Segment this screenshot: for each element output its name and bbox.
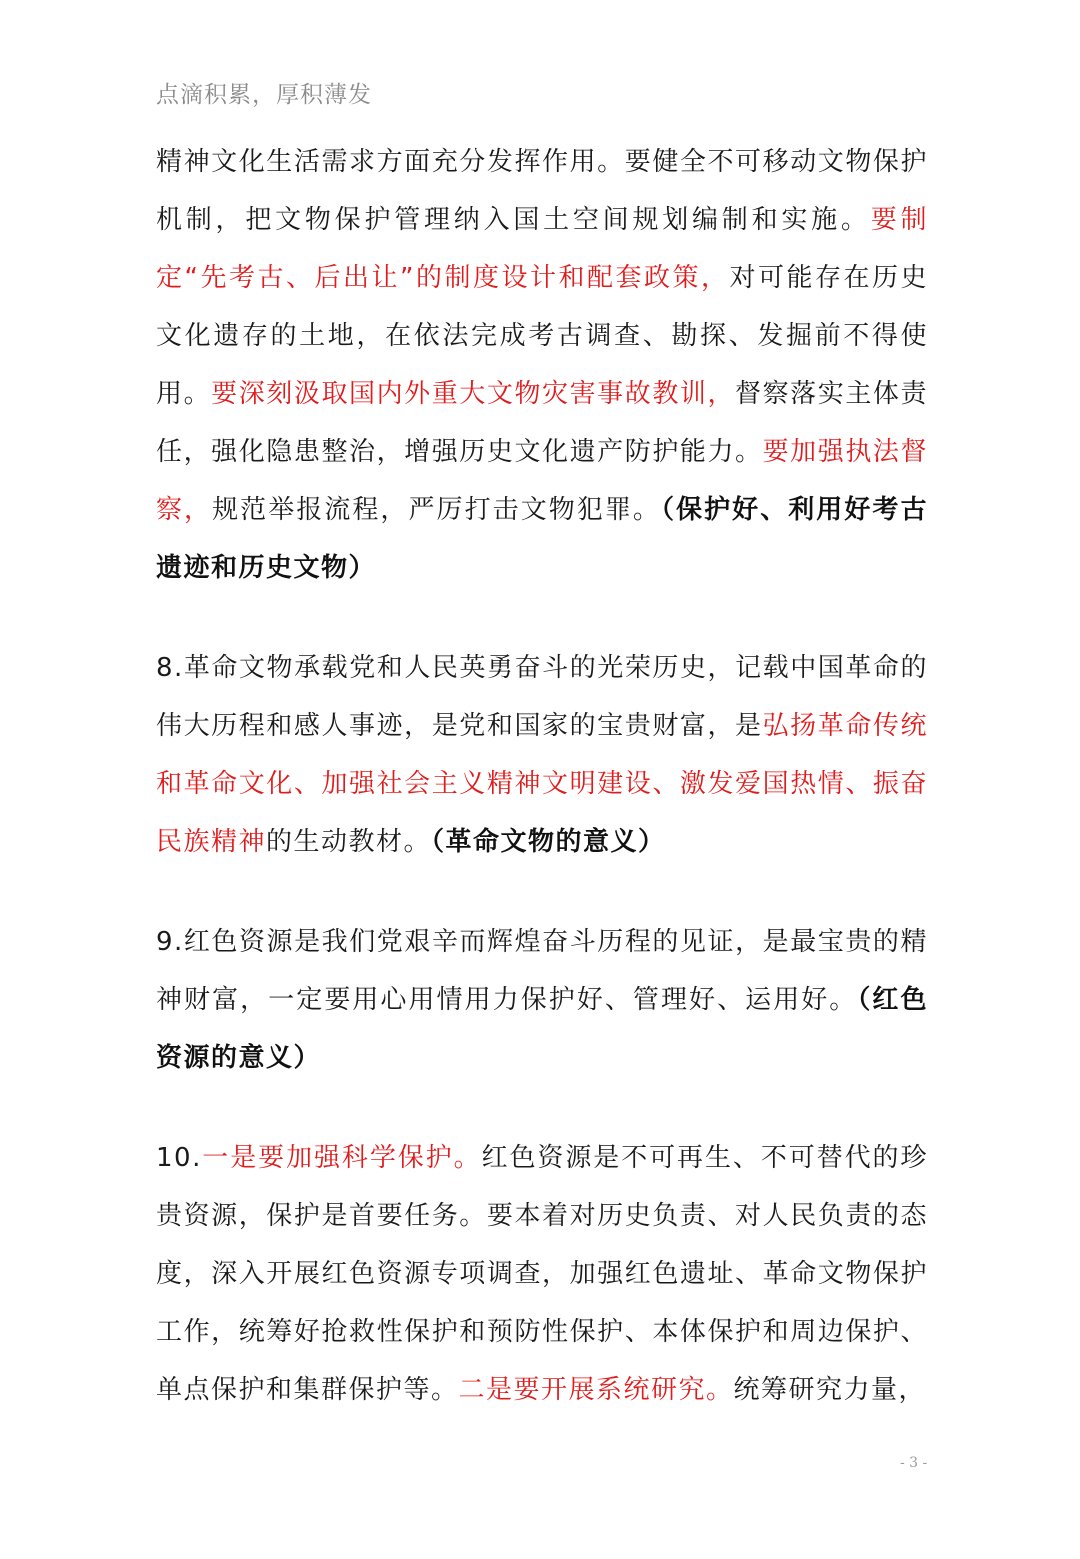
emphasis-segment: 一是要加强科学保护。 (201, 1143, 482, 1173)
page-header: 点滴积累，厚积薄发 (156, 82, 372, 108)
paragraph-item-9 (156, 913, 928, 1087)
summary-tag: （保护好、利用好考古遗迹和历史文物） (156, 495, 928, 583)
page-number: - 3 - (900, 1455, 928, 1471)
summary-tag: （红色资源的意义） (156, 985, 928, 1073)
emphasis-segment: 二是要开展系统研究。 (458, 1375, 734, 1405)
text-segment: 精神文化生活需求方面充分发挥作用。要健全不可移动文物保护机制，把文物保护管理纳入国土空间规划编制和实施。 (156, 147, 928, 235)
emphasis-segment: 要加强执法督察， (156, 437, 928, 525)
emphasis-segment: 要制定“先考古、后出让”的制度设计和配套政策， (156, 205, 928, 293)
text-segment: 红色资源是不可再生、不可替代的珍贵资源，保护是首要任务。要本着对历史负责、对人民负责的态度，深入开展红色资源专项调查，加强红色遗址、革命文物保护工作，统筹好抢救性保护和预防性保护、本体保护和周边保护、单点保护和集群保护等。 (156, 1143, 928, 1405)
text-segment: 8.革命文物承载党和人民英勇奋斗的光荣历史，记载中国革命的伟大历程和感人事迹，是党和国家的宝贵财富，是 (156, 653, 928, 741)
paragraph-heritage-protection (156, 133, 928, 597)
summary-tag: （革命文物的意义） (431, 827, 666, 857)
emphasis-segment: 弘扬革命传统和革命文化、加强社会主义精神文明建设、激发爱国热情、振奋民族精神 (156, 711, 928, 857)
text-segment: 对可能存在历史文化遗存的土地，在依法完成考古调查、勘探、发掘前不得使用。 (156, 263, 928, 409)
text-segment: 规范举报流程，严厉打击文物犯罪。 (212, 495, 661, 525)
item-number: 10. (156, 1143, 202, 1173)
document-body (156, 133, 928, 1419)
text-segment: 9.红色资源是我们党艰辛而辉煌奋斗历程的见证，是最宝贵的精神财富，一定要用心用情用力保护好、管理好、运用好。 (156, 927, 928, 1015)
emphasis-segment: 要深刻汲取国内外重大文物灾害事故教训， (211, 379, 736, 409)
paragraph-item-8 (156, 639, 928, 871)
paragraph-item-10 (156, 1129, 928, 1419)
text-segment: 统筹研究力量， (733, 1375, 927, 1405)
text-segment: 的生动教材。 (266, 827, 432, 857)
text-segment: 督察落实主体责任，强化隐患整治，增强历史文化遗产防护能力。 (156, 379, 928, 467)
